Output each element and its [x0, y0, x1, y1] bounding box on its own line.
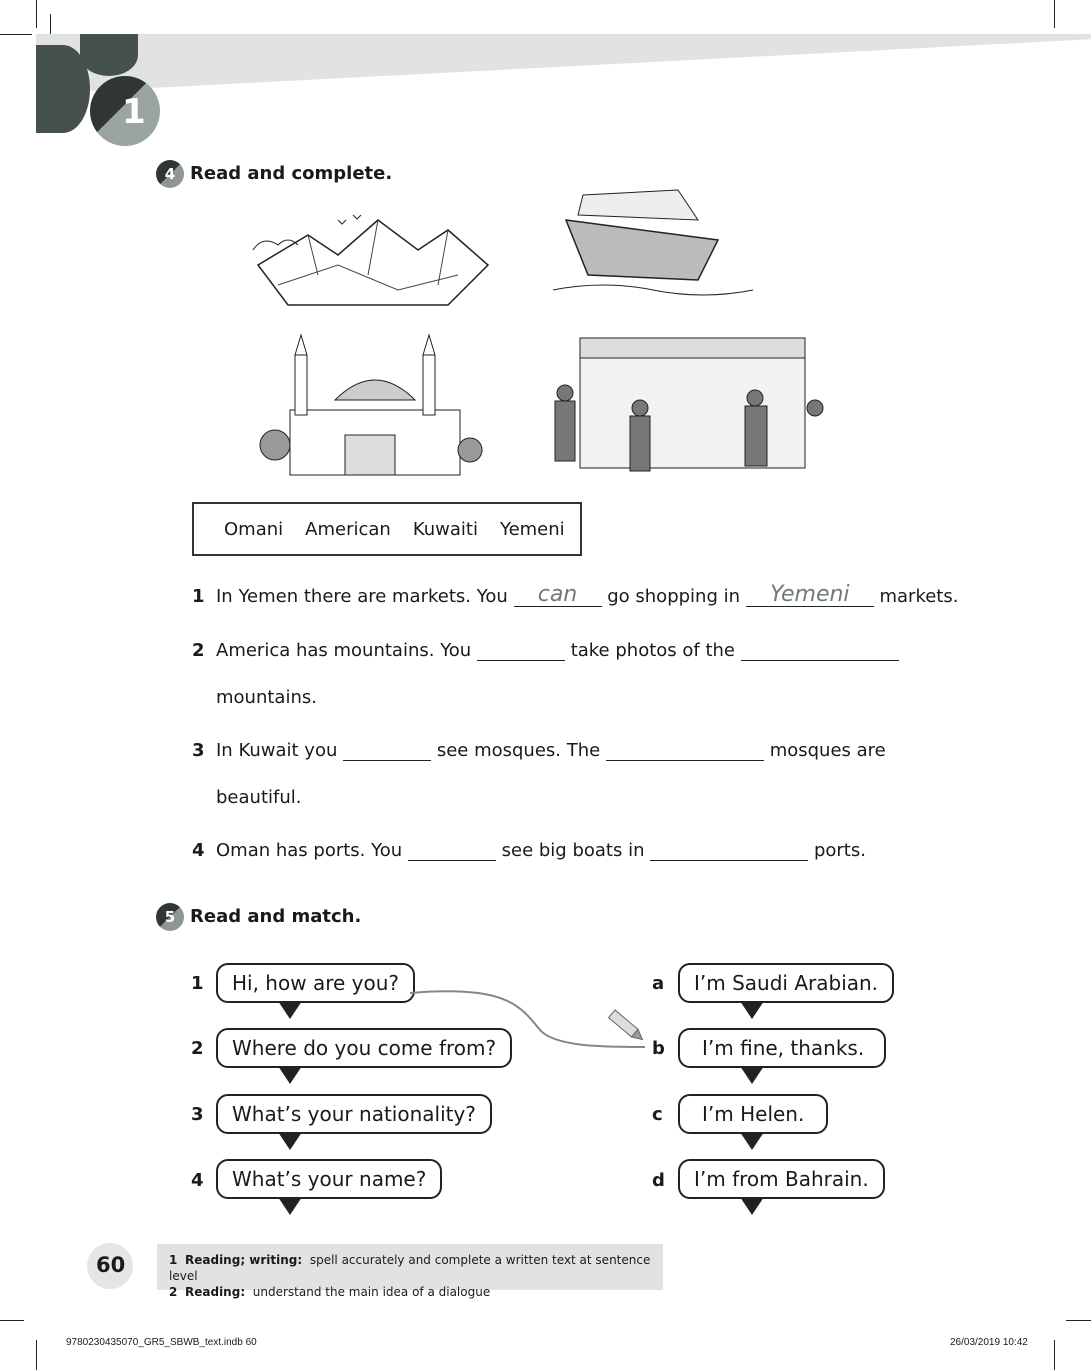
exercise-number: 4 — [156, 160, 184, 188]
question-bubble-3[interactable]: What’s your nationality? — [216, 1094, 492, 1134]
word-american: American — [305, 518, 391, 540]
answer-blank[interactable] — [606, 740, 764, 761]
sentence-3: 3 In Kuwait you see mosques. The mosques are — [192, 740, 886, 761]
answer-blank[interactable]: can — [514, 586, 602, 607]
question-bubble-2[interactable]: Where do you come from? — [216, 1028, 512, 1068]
question-bubble-4[interactable]: What’s your name? — [216, 1159, 442, 1199]
header-band — [36, 34, 1091, 94]
exercise-number: 5 — [156, 903, 184, 931]
answer-bubble-a[interactable]: I’m Saudi Arabian. — [678, 963, 894, 1003]
answer-label: a — [652, 973, 665, 994]
answer-label: d — [652, 1170, 665, 1191]
exercise-5-heading: 5 Read and match. — [156, 903, 361, 931]
answer-blank[interactable]: Yemeni — [746, 586, 874, 607]
ship-illustration — [548, 180, 758, 305]
answer-bubble-b[interactable]: I’m fine, thanks. — [678, 1028, 886, 1068]
answer-blank[interactable] — [408, 840, 496, 861]
pencil-icon — [609, 1010, 646, 1043]
mosque-illustration — [255, 330, 490, 480]
page-number: 60 — [96, 1253, 126, 1277]
sentence-1: 1 In Yemen there are markets. You can go shopping in Yemeni markets. — [192, 582, 959, 607]
answer-blank[interactable] — [477, 640, 565, 661]
exercise-4-heading: 4 Read and complete. — [156, 160, 392, 188]
sentence-2: 2 America has mountains. You take photos of the — [192, 640, 899, 661]
answer-label: b — [652, 1038, 665, 1059]
question-label: 3 — [191, 1104, 204, 1125]
sentence-2-continued: mountains. — [216, 687, 317, 708]
match-line — [405, 985, 655, 1055]
question-bubble-1[interactable]: Hi, how are you? — [216, 963, 415, 1003]
answer-blank[interactable] — [650, 840, 808, 861]
word-omani: Omani — [224, 518, 284, 540]
answer-blank[interactable] — [343, 740, 431, 761]
question-label: 4 — [191, 1170, 204, 1191]
question-label: 1 — [191, 973, 204, 994]
footer-file: 9780230435070_GR5_SBWB_text.indb 60 — [66, 1337, 257, 1348]
answer-bubble-c[interactable]: I’m Helen. — [678, 1094, 828, 1134]
answer-bubble-d[interactable]: I’m from Bahrain. — [678, 1159, 885, 1199]
word-box — [192, 502, 582, 556]
word-kuwaiti: Kuwaiti — [412, 518, 478, 540]
answer-label: c — [652, 1104, 663, 1125]
sentence-4: 4 Oman has ports. You see big boats in ports. — [192, 840, 866, 861]
footer-date: 26/03/2019 10:42 — [950, 1337, 1028, 1348]
question-label: 2 — [191, 1038, 204, 1059]
mountains-illustration — [248, 205, 493, 315]
market-illustration — [545, 333, 840, 478]
unit-number: 1 — [122, 92, 146, 132]
learning-objectives: 1 Reading; writing: spell accurately and complete a written text at sentence level 2 Reading: understand the main idea of a dialogue — [157, 1244, 663, 1290]
answer-blank[interactable] — [741, 640, 899, 661]
word-yemeni: Yemeni — [499, 518, 565, 540]
sentence-3-continued: beautiful. — [216, 787, 302, 808]
